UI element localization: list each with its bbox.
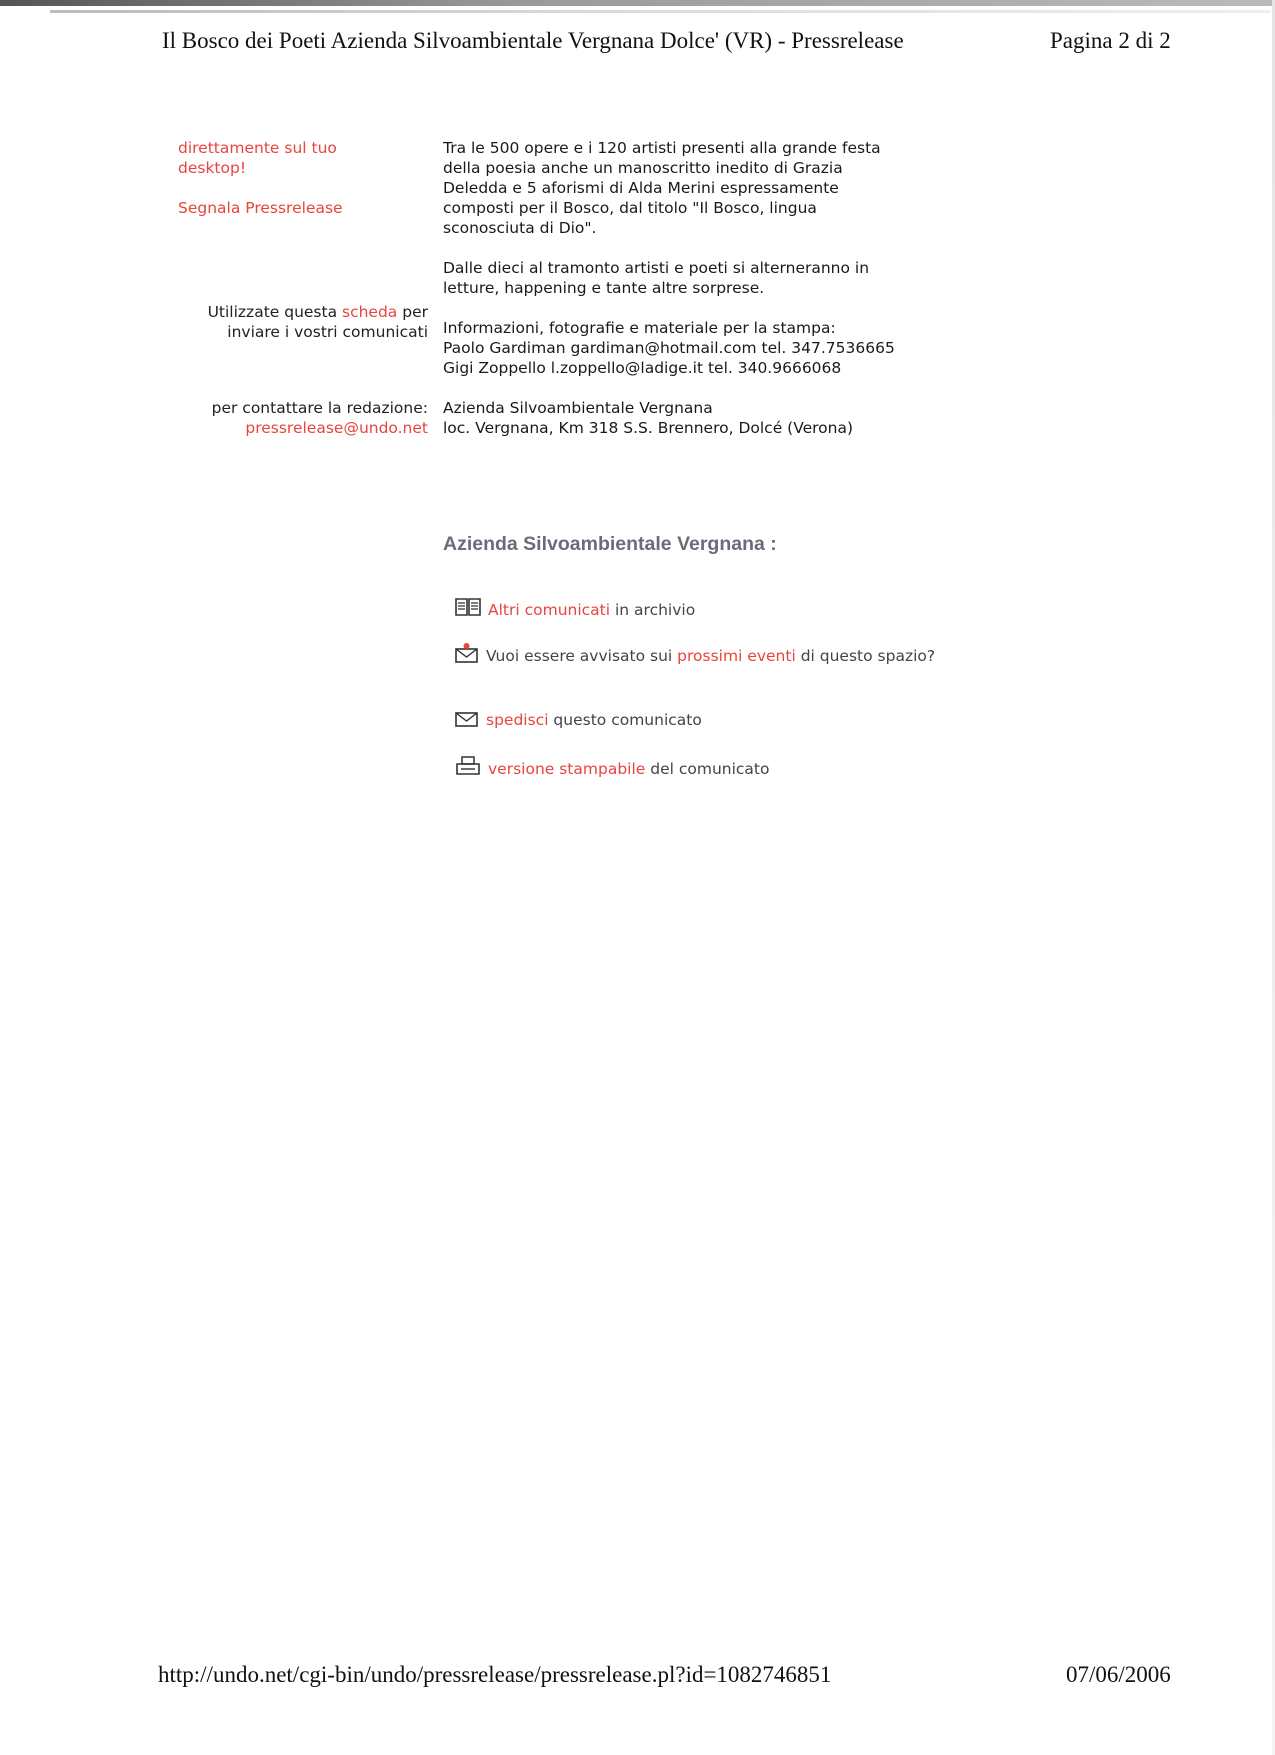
p1-line1: Tra le 500 opere e i 120 artisti presenti alla grande festa: [443, 139, 881, 157]
versione-stampabile-link[interactable]: versione stampabile: [488, 760, 646, 778]
page-header-title: Il Bosco dei Poeti Azienda Silvoambientale Vergnana Dolce' (VR) - Pressrelease: [162, 28, 904, 53]
p1-line3: Deledda e 5 aforismi di Alda Merini espressamente: [443, 179, 839, 197]
envelope-icon: [454, 710, 480, 733]
archive-rest: in archivio: [610, 601, 696, 619]
book-icon: [454, 596, 482, 623]
footer-url: http://undo.net/cgi-bin/undo/pressrelease/pressrelease.pl?id=1082746851: [158, 1662, 832, 1687]
print-item: [443, 755, 943, 782]
spedisci-link[interactable]: spedisci: [486, 711, 549, 729]
p1-line2: della poesia anche un manoscritto inedito di Grazia: [443, 159, 843, 177]
paragraph-press-contacts: [443, 318, 963, 378]
page-number: Pagina 2 di 2: [1050, 28, 1171, 53]
paragraph-schedule: [443, 258, 963, 298]
scan-edge-top: [0, 0, 1275, 6]
envelope-alert-icon: [454, 642, 480, 669]
notify-before: Vuoi essere avvisato sui: [486, 647, 678, 665]
notify-item: [443, 642, 943, 669]
submit-info: [178, 302, 428, 342]
p3-line3: Gigi Zoppello l.zoppello@ladige.it tel. 340.9666068: [443, 359, 842, 377]
p3-line2: Paolo Gardiman gardiman@hotmail.com tel. 347.7536665: [443, 339, 895, 357]
p1-line5: sconosciuta di Dio".: [443, 219, 597, 237]
print-rest: del comunicato: [645, 760, 770, 778]
sidebar: [178, 138, 428, 218]
util-text-after: per inviare i vostri comunicati: [227, 303, 428, 341]
send-rest: questo comunicato: [548, 711, 702, 729]
p3-line1: Informazioni, fotografie e materiale per la stampa:: [443, 319, 836, 337]
section-title: Azienda Silvoambientale Vergnana :: [443, 533, 777, 555]
p2-line2: letture, happening e tante altre sorprese.: [443, 279, 765, 297]
util-text-before: Utilizzate questa: [207, 303, 343, 321]
archive-link[interactable]: Altri comunicati: [488, 601, 611, 619]
p1-line4: composti per il Bosco, dal titolo "Il Bosco, lingua: [443, 199, 817, 217]
p4-line1: Azienda Silvoambientale Vergnana: [443, 399, 713, 417]
contact-label: per contattare la redazione:: [211, 399, 428, 417]
scheda-link[interactable]: scheda: [342, 303, 398, 321]
paragraph-works: [443, 138, 963, 238]
p2-line1: Dalle dieci al tramonto artisti e poeti si alterneranno in: [443, 259, 870, 277]
notify-after: di questo spazio?: [795, 647, 936, 665]
press-body: [443, 138, 963, 458]
p4-line2: loc. Vergnana, Km 318 S.S. Brennero, Dolcé (Verona): [443, 419, 854, 437]
send-item: [443, 710, 943, 733]
prossimi-eventi-link[interactable]: prossimi eventi: [677, 647, 796, 665]
scan-line: [50, 10, 1270, 13]
desktop-link[interactable]: direttamente sul tuo desktop!: [178, 139, 337, 177]
archive-item: [443, 596, 943, 623]
contact-email-link[interactable]: pressrelease@undo.net: [245, 419, 428, 437]
segnala-link[interactable]: Segnala Pressrelease: [178, 199, 343, 217]
footer-date: 07/06/2006: [1066, 1662, 1171, 1687]
contact-info: [178, 398, 428, 438]
paragraph-address: [443, 398, 963, 438]
printer-icon: [454, 755, 482, 782]
